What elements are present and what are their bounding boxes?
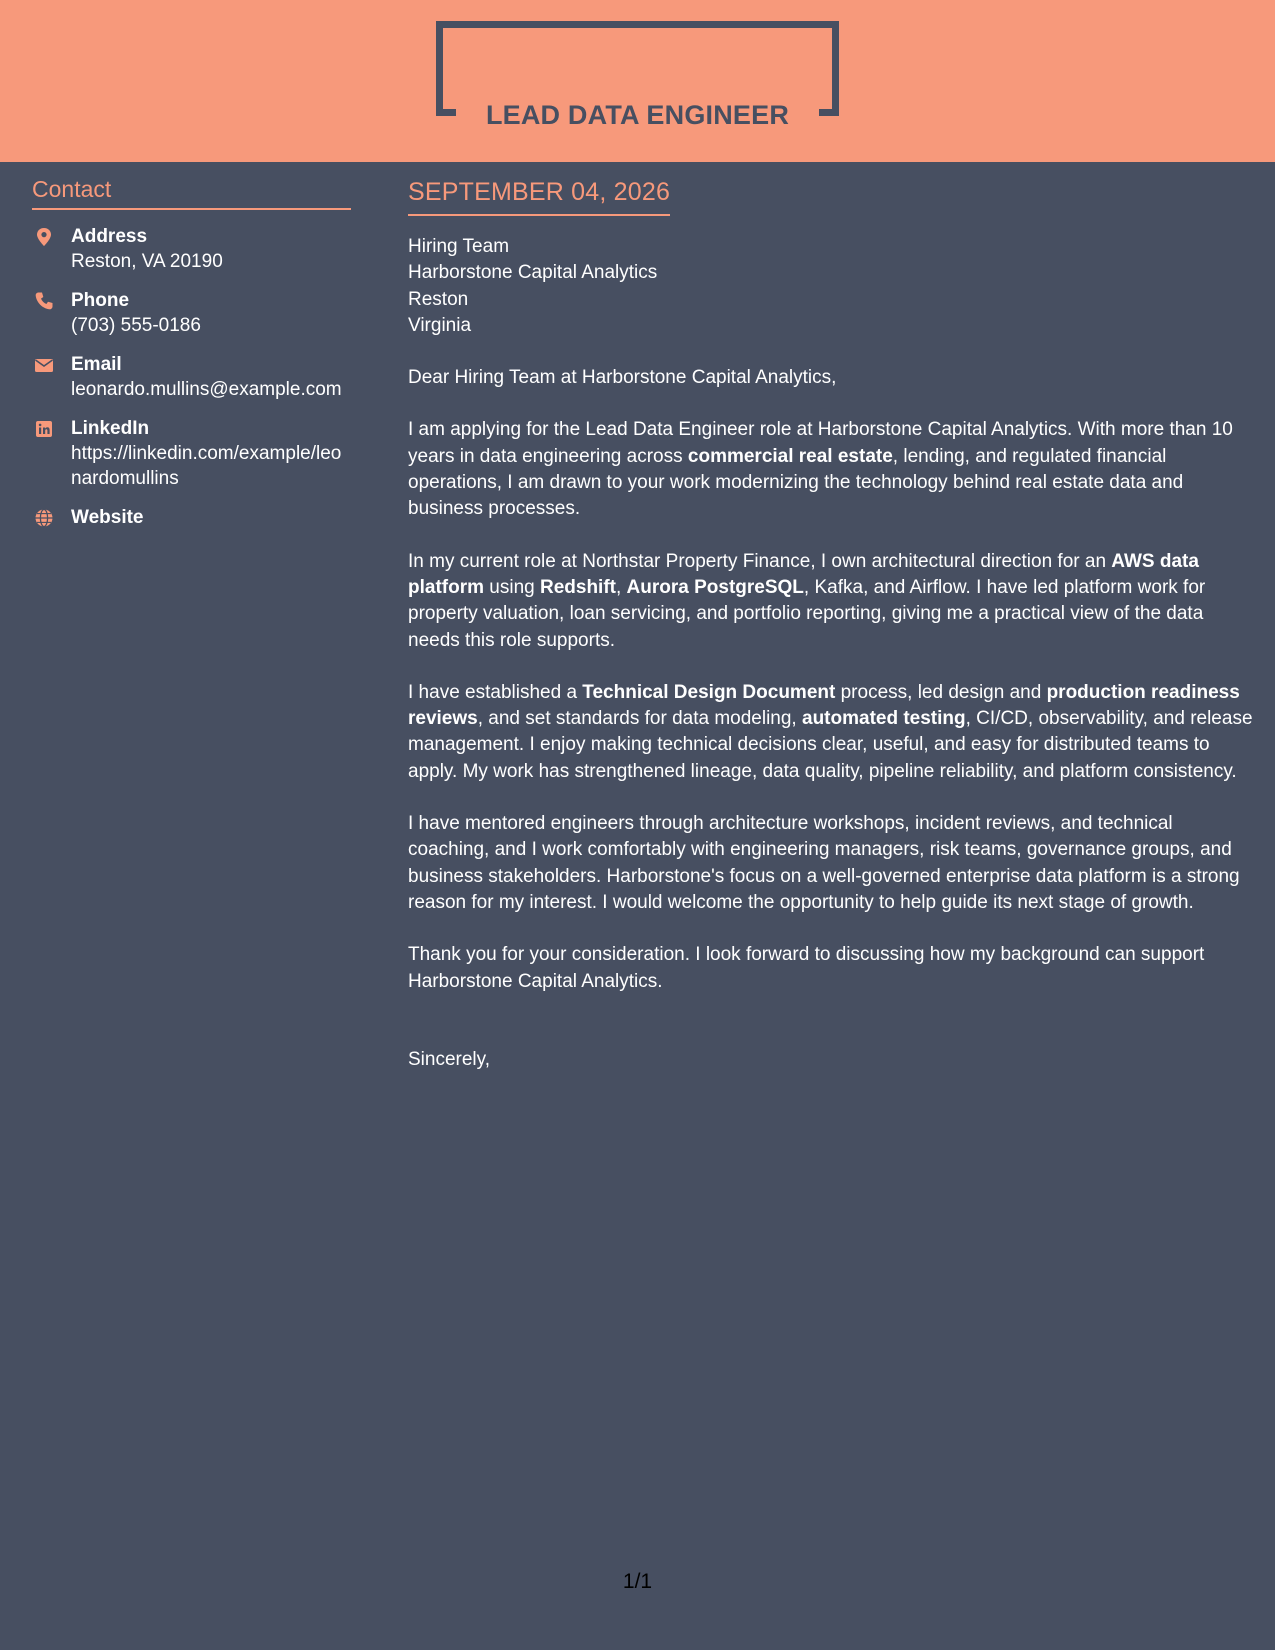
letter-paragraph — [408, 549, 1253, 654]
letter-paragraph — [408, 811, 1253, 916]
emphasis-text: Aurora PostgreSQL — [626, 576, 804, 598]
recipient-block — [408, 234, 1253, 339]
recipient-company: Harborstone Capital Analytics — [408, 262, 658, 284]
paragraph-text: In my current role at Northstar Property Finance, I own architectural direction for an — [408, 550, 1112, 572]
emphasis-text: Technical Design Document — [582, 681, 836, 703]
paragraph-text: , Kafka, and Airflow. I have led platform work for property valuation, loan servicing, and portfolio reporting, giving me a practical view of the data needs this role supports. — [408, 576, 1206, 651]
paragraph-text: , and set standards for data modeling, — [477, 708, 802, 730]
contact-address — [32, 225, 351, 274]
letter-body — [408, 178, 1253, 1073]
contact-linkedin — [32, 417, 351, 491]
contact-phone — [32, 289, 351, 338]
linkedin-value[interactable]: https://linkedin.com/example/leonardomullins — [71, 443, 342, 489]
paragraph-text: Thank you for your consideration. I look forward to discussing how my background can support Harborstone Capital Analytics. — [408, 944, 1205, 992]
paragraph-text: I have mentored engineers through architecture workshops, incident reviews, and technical coaching, and I work comfortably with engineering managers, risk teams, governance groups, and business stakeholders. Harborstone's focus on a well-governed enterprise data platform is a strong reason for my interest. I would welcome the opportunity to help guide its next stage of growth. — [408, 813, 1240, 913]
recipient-state: Virginia — [408, 314, 472, 336]
letter-paragraph — [408, 680, 1253, 785]
linkedin-icon — [34, 419, 54, 439]
globe-icon — [34, 508, 54, 528]
phone-value: (703) 555-0186 — [71, 315, 201, 336]
greeting: Dear Hiring Team at Harborstone Capital Analytics, — [408, 367, 837, 389]
closing: Sincerely, — [408, 1048, 491, 1070]
paragraph-text: , CI/CD, observability, and release management. I enjoy making technical decisions clear, useful, and easy for distributed teams to apply. My work has strengthened lineage, data quality, pipeline reliability, and platform consistency. — [408, 708, 1253, 782]
address-label: Address — [71, 226, 148, 247]
paragraph-text: process, led design and — [835, 681, 1047, 703]
recipient-city: Reston — [408, 288, 469, 310]
letter-paragraph — [408, 942, 1253, 995]
letter-paragraphs — [408, 417, 1253, 994]
phone-label: Phone — [71, 290, 130, 311]
contact-sidebar — [32, 176, 351, 530]
email-icon — [34, 355, 54, 375]
paragraph-text: , — [615, 576, 627, 598]
contact-email — [32, 353, 351, 402]
paragraph-text: I have established a — [408, 681, 583, 703]
paragraph-text: , lending, and regulated financial operations, I am drawn to your work modernizing the technology behind real estate data and business processes. — [408, 445, 1184, 520]
paragraph-text: I am applying for the Lead Data Engineer role at Harborstone Capital Analytics. With more than 10 years in data engineering across — [408, 419, 1233, 467]
letter-date: SEPTEMBER 04, 2026 — [408, 178, 670, 216]
paragraph-text: using — [484, 576, 540, 598]
emphasis-text: production readiness reviews — [408, 681, 1240, 730]
linkedin-label: LinkedIn — [71, 418, 150, 439]
page-number: 1/1 — [622, 1570, 653, 1593]
website-label: Website — [71, 507, 144, 528]
recipient-name: Hiring Team — [408, 236, 510, 257]
email-label: Email — [71, 354, 122, 375]
location-pin-icon — [34, 227, 54, 247]
job-title: LEAD DATA ENGINEER — [485, 100, 790, 130]
emphasis-text: Redshift — [539, 576, 616, 598]
contact-website — [32, 506, 351, 530]
contact-heading: Contact — [32, 176, 351, 210]
emphasis-text: AWS data platform — [408, 550, 1199, 598]
email-value[interactable]: leonardo.mullins@example.com — [71, 379, 342, 400]
emphasis-text: commercial real estate — [687, 445, 893, 467]
letter-paragraph — [408, 417, 1253, 522]
header-banner — [0, 0, 1275, 162]
phone-icon — [34, 291, 54, 311]
address-value: Reston, VA 20190 — [71, 251, 223, 272]
emphasis-text: automated testing — [802, 708, 966, 730]
